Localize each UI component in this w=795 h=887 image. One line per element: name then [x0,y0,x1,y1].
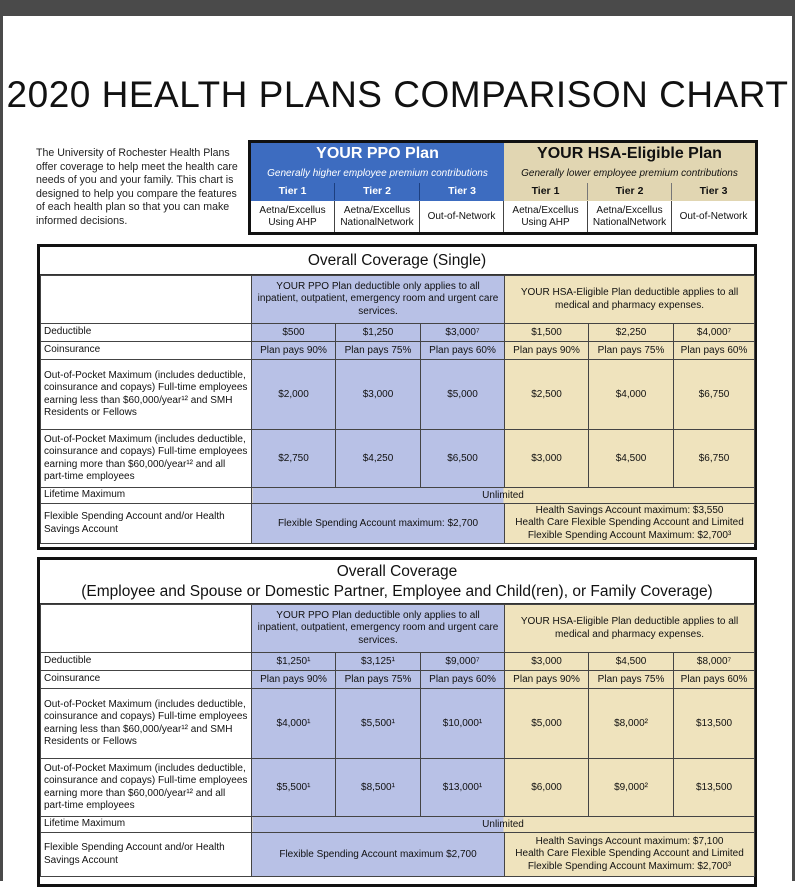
table-cell: $5,500¹ [336,689,421,759]
single-coverage-heading: Overall Coverage (Single) [40,247,754,275]
table-cell: $6,750 [674,430,755,488]
ppo-fsa-value: Flexible Spending Account maximum: $2,700 [252,504,505,544]
table-cell: $4,500 [589,653,674,671]
table-cell: $1,500 [505,324,589,342]
ppo-tier-3: Tier 3 [448,185,476,197]
table-cell: Plan pays 60% [421,342,505,360]
ppo-network-1: Aetna/Excellus Using AHP [251,201,335,232]
table-cell: Plan pays 90% [252,342,336,360]
table-cell: $3,000 [505,653,589,671]
table-cell: $2,750 [252,430,336,488]
table-cell: $13,500 [674,759,755,817]
table-cell: $500 [252,324,336,342]
row-label-coinsurance: Coinsurance [41,342,252,360]
ppo-network-2: Aetna/Excellus NationalNetwork [335,201,420,232]
hsa-fsa-value: Health Savings Account maximum: $3,550 Health Care Flexible Spending Account and Limited Flexible Spending Account Maximum: $2,700³ [505,504,755,544]
table-cell: $9,000² [589,759,674,817]
row-label-oop-more: Out-of-Pocket Maximum (includes deductible, coinsurance and copays) Full-time employees earning more than $60,000/year¹² and all part-time employees [41,430,252,488]
lifetime-value: Unlimited [252,488,755,504]
row-label-lifetime: Lifetime Maximum [41,488,252,504]
table-cell: $13,000¹ [421,759,505,817]
table-cell: $1,250 [336,324,421,342]
ppo-plan-title: YOUR PPO Plan [316,145,439,162]
intro-paragraph: The University of Rochester Health Plans offer coverage to help meet the health care needs of you and your family. This chart is designed to help you compare the features of each health plan so that you can make informed decisions. [36,147,238,227]
table-cell: $2,250 [589,324,674,342]
table-cell: $4,000 [589,360,674,430]
ppo-deductible-note: YOUR PPO Plan deductible only applies to all inpatient, outpatient, emergency room and urgent care services. [252,605,505,653]
table-cell: Plan pays 60% [674,671,755,689]
table-cell: $4,000⁷ [674,324,755,342]
table-cell: $9,000⁷ [421,653,505,671]
hsa-plan-title: YOUR HSA-Eligible Plan [537,145,722,162]
table-cell: Plan pays 75% [589,342,674,360]
family-coverage-heading [40,560,754,604]
family-coverage-section [37,557,757,887]
family-heading-line2: (Employee and Spouse or Domestic Partner, Employee and Child(ren), or Family Coverage) [81,583,713,600]
table-cell: Plan pays 60% [421,671,505,689]
hsa-network-2: Aetna/Excellus NationalNetwork [588,201,672,232]
table-cell: $4,500 [589,430,674,488]
table-cell: $3,000 [505,430,589,488]
table-cell: $3,125¹ [336,653,421,671]
hsa-network-3: Out-of-Network [679,210,748,222]
page-title: 2020 HEALTH PLANS COMPARISON CHART [6,74,789,115]
table-cell: Plan pays 90% [252,671,336,689]
table-cell: $5,500¹ [252,759,336,817]
table-cell: $3,000 [336,360,421,430]
hsa-deductible-note: YOUR HSA-Eligible Plan deductible applies to all medical and pharmacy expenses. [505,276,755,324]
table-cell: $8,000⁷ [674,653,755,671]
row-label-lifetime: Lifetime Maximum [41,817,252,833]
table-cell: Plan pays 90% [505,671,589,689]
table-cell: $5,000 [505,689,589,759]
table-cell: Plan pays 90% [505,342,589,360]
table-cell: $6,500 [421,430,505,488]
row-label-oop-less: Out-of-Pocket Maximum (includes deductible, coinsurance and copays) Full-time employees earning less than $60,000/year¹² and SMH Residents or Fellows [41,360,252,430]
hsa-deductible-note: YOUR HSA-Eligible Plan deductible applies to all medical and pharmacy expenses. [505,605,755,653]
table-cell: $8,000² [589,689,674,759]
table-cell: $2,000 [252,360,336,430]
family-heading-line1: Overall Coverage [336,563,458,580]
table-cell: $5,000 [421,360,505,430]
ppo-network-3: Out-of-Network [420,201,504,232]
table-cell: $4,250 [336,430,421,488]
hsa-tier-2: Tier 2 [588,183,672,200]
table-cell: $10,000¹ [421,689,505,759]
table-cell: Plan pays 75% [589,671,674,689]
table-cell: $6,750 [674,360,755,430]
hsa-network-1: Aetna/Excellus Using AHP [504,201,588,232]
table-cell: $4,000¹ [252,689,336,759]
table-cell: Plan pays 75% [336,342,421,360]
row-label-fsa: Flexible Spending Account and/or Health Savings Account [41,504,252,544]
hsa-plan-subtitle: Generally lower employee premium contributions [521,168,738,179]
table-cell: $13,500 [674,689,755,759]
row-label-coinsurance: Coinsurance [41,671,252,689]
table-cell: $6,000 [505,759,589,817]
table-cell: Plan pays 60% [674,342,755,360]
plan-header [248,140,758,235]
table-cell: $8,500¹ [336,759,421,817]
ppo-plan-subtitle: Generally higher employee premium contributions [267,168,488,179]
table-cell: $2,500 [505,360,589,430]
ppo-fsa-value: Flexible Spending Account maximum $2,700 [252,833,505,877]
family-coverage-table [40,604,755,877]
hsa-fsa-value: Health Savings Account maximum: $7,100 Health Care Flexible Spending Account and Limited Flexible Spending Account Maximum: $2,700³ [505,833,755,877]
single-coverage-section [37,244,757,550]
row-label-fsa: Flexible Spending Account and/or Health Savings Account [41,833,252,877]
ppo-deductible-note: YOUR PPO Plan deductible only applies to all inpatient, outpatient, emergency room and urgent care services. [252,276,505,324]
lifetime-value: Unlimited [252,817,755,833]
single-coverage-table [40,275,755,544]
hsa-tier-3: Tier 3 [699,185,728,197]
row-label-deductible: Deductible [41,324,252,342]
row-label-oop-less: Out-of-Pocket Maximum (includes deductible, coinsurance and copays) Full-time employees earning less than $60,000/year¹² and SMH Residents or Fellows [41,689,252,759]
table-cell: $1,250¹ [252,653,336,671]
ppo-tier-2: Tier 2 [335,183,420,200]
table-cell: Plan pays 75% [336,671,421,689]
hsa-tier-1: Tier 1 [504,183,588,200]
ppo-tier-1: Tier 1 [251,183,335,200]
table-cell: $3,000⁷ [421,324,505,342]
row-label-oop-more: Out-of-Pocket Maximum (includes deductible, coinsurance and copays) Full-time employees earning more than $60,000/year¹² and all part-time employees [41,759,252,817]
row-label-deductible: Deductible [41,653,252,671]
